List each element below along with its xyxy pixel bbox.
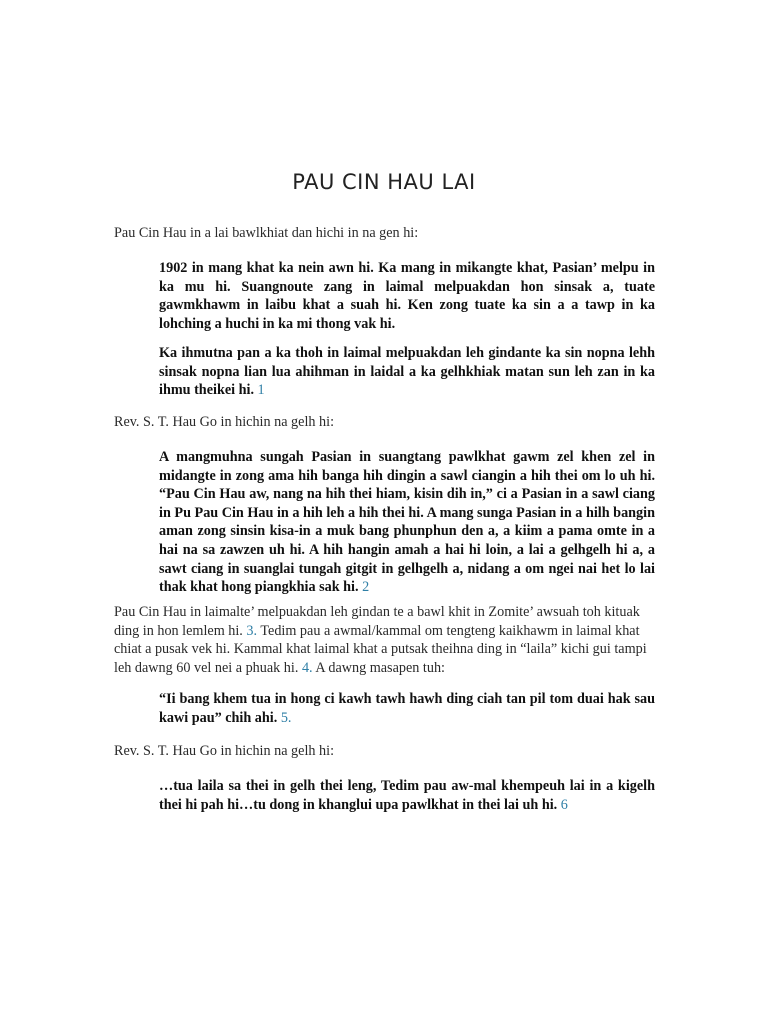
body-paragraph-text-a: Pau Cin Hau in laimalte’ melpuakdan leh gindan te a bawl khit in Zomite’ awsuah toh kituak ding in hon lemlem hi. (114, 604, 640, 639)
body-paragraph (114, 603, 655, 677)
block-quote-1: 1902 in mang khat ka nein awn hi. Ka mang in mikangte khat, Pasian’ melpu in ka mu hi. Suangnoute zang in laimal melpuakdan hon sinsak a, tuate gawmkhawm in laibu khat a suah hi. Ken zong tuate ka sin a a tawp in ka lohching a huchi in ka mi thong vak hi. (159, 260, 655, 332)
block-quote-4 (159, 690, 655, 727)
page-title: PAU CIN HAU LAI (292, 170, 476, 194)
intro-paragraph: Pau Cin Hau in a lai bawlkhiat dan hichi in na gen hi: (114, 225, 419, 241)
body-paragraph-text-c: A dawng masapen tuh: (315, 659, 445, 676)
block-quote-3 (159, 448, 655, 597)
attribution-paragraph-1: Rev. S. T. Hau Go in hichin na gelh hi: (114, 414, 335, 430)
block-quote-5-text: …tua laila sa thei in gelh thei leng, Tedim pau aw-mal khempeuh lai in a kigelh thei hi pah hi…tu dong in khanglui upa pawlkhat in thei lai uh hi. (159, 778, 655, 813)
block-quote-2 (159, 344, 655, 400)
footnote-link-6[interactable]: 6 (560, 796, 568, 813)
footnote-link-4[interactable]: 4. (301, 659, 313, 676)
attribution-paragraph-2: Rev. S. T. Hau Go in hichin na gelh hi: (114, 743, 335, 759)
block-quote-3-text: A mangmuhna sungah Pasian in suangtang pawlkhat gawm zel khen zel in midangte in zong ama hih banga hih dingin a sawl ciangin a hih thei om lo uh hi. “Pau Cin Hau aw, nang na hih thei hiam, kisin dih in,” ci a Pasian in a sawl ciang in Pu Pau Cin Hau in a hih leh a hih thei hi. A mang sunga Pasian in a hilh bangin aman zong sinsin kisa-in a muk bang phunphun den a, a kiim a pama omte in a hai na sa zawzen uh hi. A hih hangin amah a hai hi loin, a lai a gelhgelh hi a, a sawt ciang in suanglai tungah gitgit in gelhgelh a, nidang a om ngei nai het lo lai thak khat hong piangkhia sak hi. (159, 449, 655, 596)
footnote-link-3[interactable]: 3. (246, 622, 258, 639)
block-quote-5 (159, 777, 655, 814)
block-quote-4-text: “Ii bang khem tua in hong ci kawh tawh hawh ding ciah tan pil tom duai hak sau kawi pau” chih ahi. (159, 691, 655, 726)
footnote-link-2[interactable]: 2 (362, 579, 370, 596)
footnote-link-5[interactable]: 5. (280, 709, 292, 726)
block-quote-2-text: Ka ihmutna pan a ka thoh in laimal melpuakdan leh gindante ka sin nopna lehh sinsak nopna lian lua ahihman in laidal a ka gelhkhiak matan sun leh zan in ka ihmu theikei hi. (159, 345, 655, 399)
body-paragraph-text-b: Tedim pau a awmal/kammal om tengteng kaikhawm in laimal khat chiat a pusak vek hi. Kammal khat laimal khat a putsak theihna ding in “laila” kichi gui tampi leh dawng 60 vel nei a phuak hi. (114, 622, 647, 676)
footnote-link-1[interactable]: 1 (257, 382, 265, 399)
